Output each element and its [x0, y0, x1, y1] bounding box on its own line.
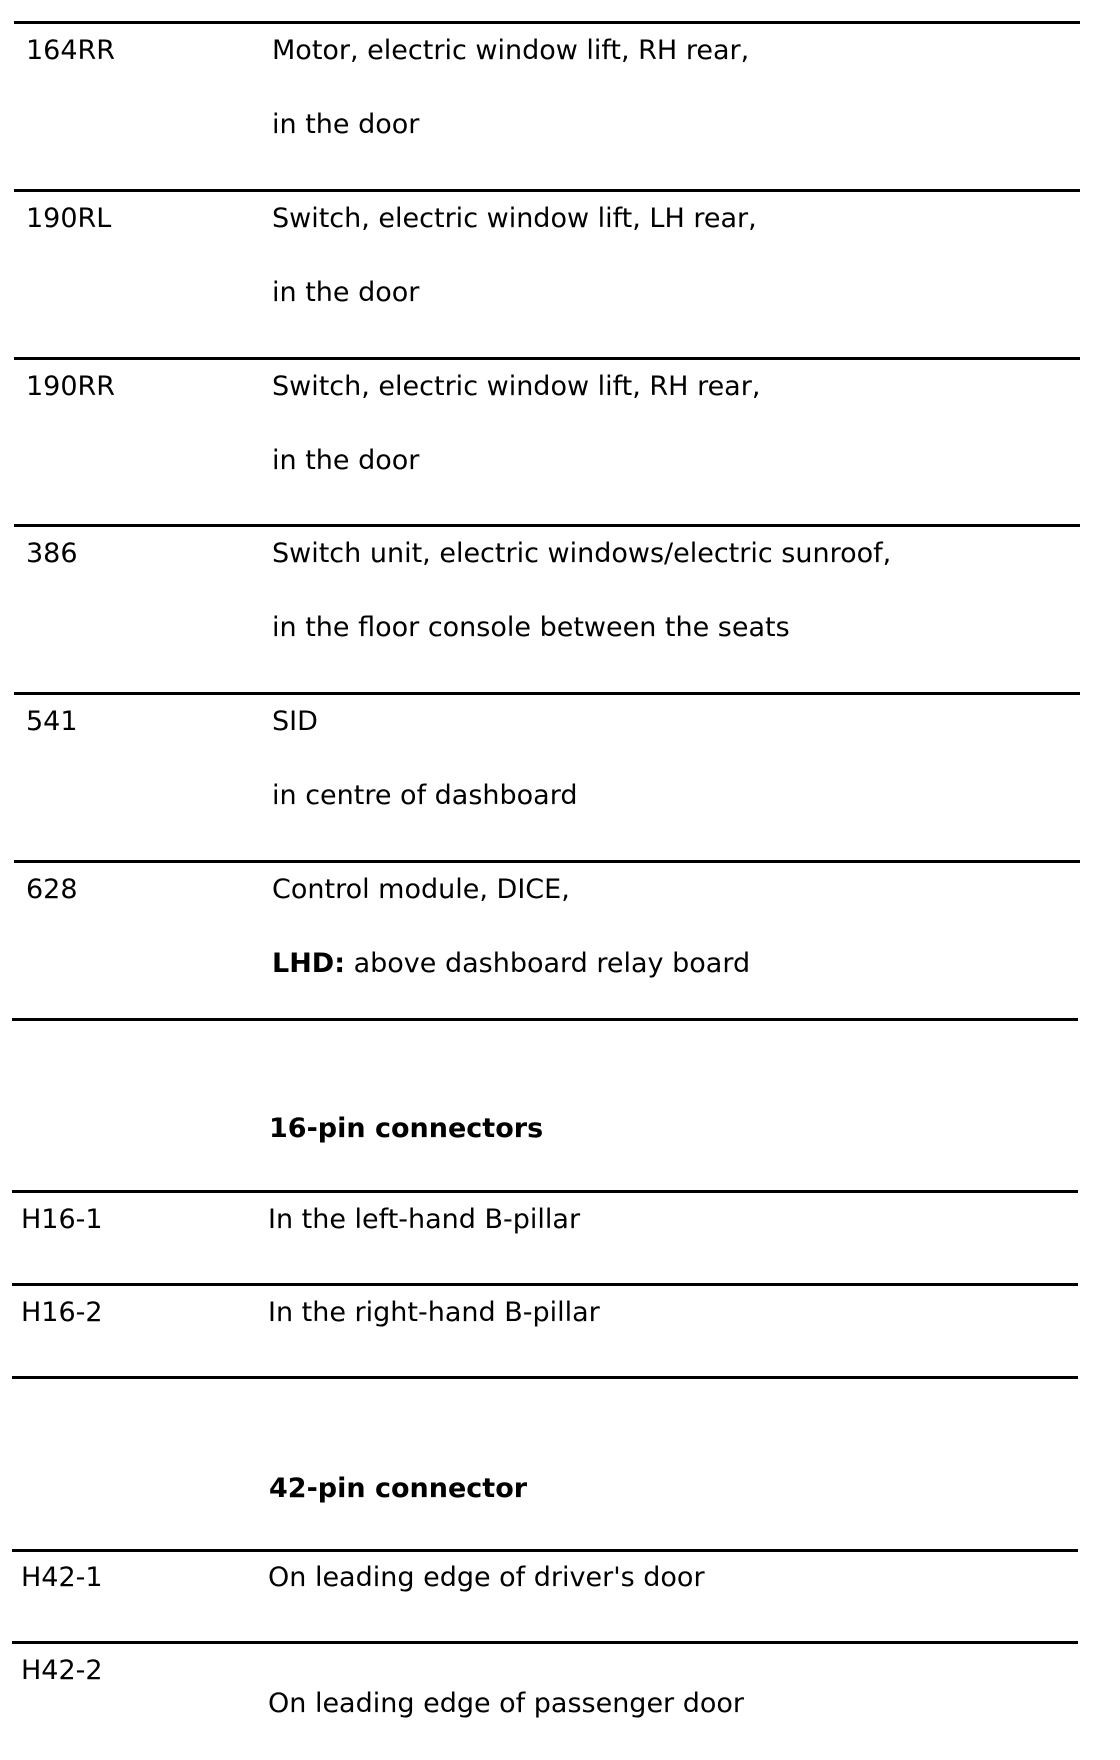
component-code: 628: [26, 874, 78, 905]
component-location: in the door: [272, 109, 420, 140]
row-divider: [12, 1641, 1078, 1644]
component-location: in the floor console between the seats: [272, 612, 790, 643]
row-divider: [14, 189, 1080, 192]
component-code: 190RL: [26, 203, 112, 234]
component-location: in the door: [272, 277, 420, 308]
connector-location: In the right-hand B-pillar: [268, 1297, 600, 1328]
table-end-divider: [12, 1018, 1078, 1021]
connector-location: In the left-hand B-pillar: [268, 1204, 581, 1235]
row-divider: [14, 860, 1080, 863]
component-description: Motor, electric window lift, RH rear,: [272, 35, 750, 66]
component-code: 541: [26, 706, 78, 737]
connector-location: On leading edge of driver's door: [268, 1562, 705, 1593]
row-divider: [14, 692, 1080, 695]
row-divider: [14, 357, 1080, 360]
row-divider: [14, 524, 1080, 527]
component-code: 164RR: [26, 35, 116, 66]
section-end-divider: [12, 1376, 1078, 1379]
connector-location: On leading edge of passenger door: [268, 1688, 745, 1719]
component-location: in the door: [272, 445, 420, 476]
section-heading-16-pin: 16-pin connectors: [269, 1113, 544, 1144]
row-divider: [12, 1190, 1078, 1193]
row-divider: [12, 1283, 1078, 1286]
lhd-location: above dashboard relay board: [345, 948, 751, 979]
component-location: in centre of dashboard: [272, 780, 578, 811]
row-divider: [12, 1549, 1078, 1552]
section-heading-42-pin: 42-pin connector: [269, 1473, 528, 1504]
component-description: Switch, electric window lift, RH rear,: [272, 371, 761, 402]
component-code: 386: [26, 538, 78, 569]
component-description: Control module, DICE,: [272, 874, 570, 905]
component-description: Switch, electric window lift, LH rear,: [272, 203, 757, 234]
connector-code: H16-1: [21, 1204, 103, 1235]
component-description: Switch unit, electric windows/electric sunroof,: [272, 538, 892, 569]
component-description: SID: [272, 706, 318, 737]
component-location: [272, 950, 750, 977]
lhd-label: LHD:: [272, 948, 346, 979]
row-divider: [14, 21, 1080, 24]
connector-code: H16-2: [21, 1297, 103, 1328]
component-code: 190RR: [26, 371, 116, 402]
connector-code: H42-1: [21, 1562, 103, 1593]
connector-code: H42-2: [21, 1655, 103, 1686]
